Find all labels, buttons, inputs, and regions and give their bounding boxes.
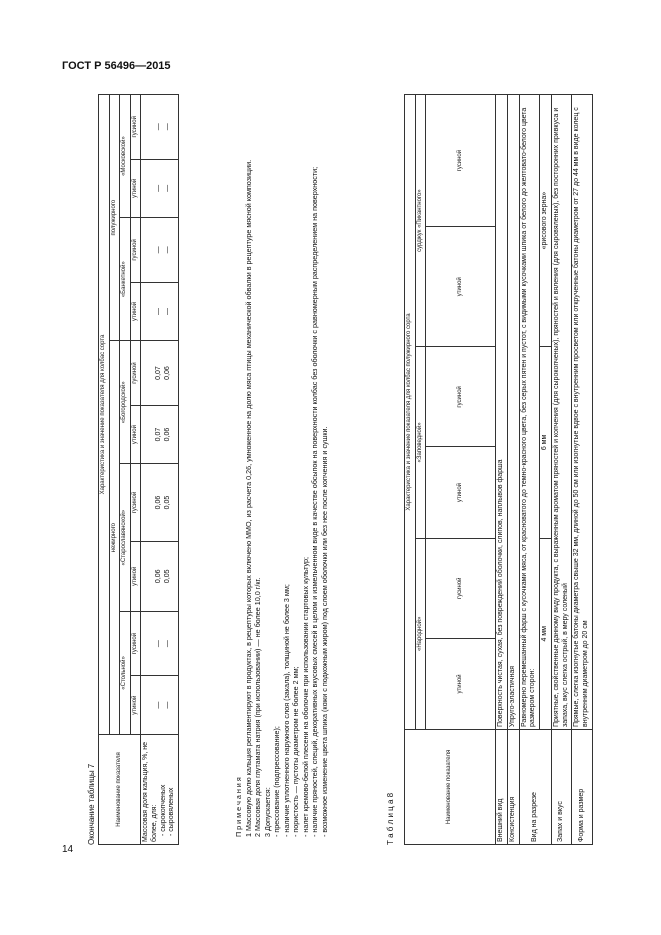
t8-variety: «Заповедной»: [415, 347, 426, 538]
note: - пористость — пустоты диаметром не более 2 мм;: [291, 666, 300, 837]
t7-variety: «Старославянской»: [120, 464, 131, 611]
t7-variety: «Стольной»: [120, 611, 131, 734]
t8-row-name: Форма и размер: [572, 730, 593, 845]
t7-bird: гусиной: [130, 95, 141, 160]
t8-header-char: Характеристика и значение показателя для колбас полужирного сорта: [405, 95, 416, 730]
t7-cell: 0,07 0,06: [141, 405, 179, 464]
page-number: 14: [62, 844, 74, 855]
table8: [404, 94, 593, 845]
t7-header-nezh: нежирного: [109, 341, 120, 735]
notes: [234, 100, 329, 845]
t8-row: [519, 95, 540, 845]
t7-row-sub: - сырокопченых: [159, 784, 167, 836]
t7-cell: — —: [141, 611, 179, 675]
t7-variety: «Московской»: [120, 95, 131, 218]
t8-variety: сурджук «Пикантного»: [415, 95, 426, 347]
note: - возможное изменение цвета шпика (кожи с подкожным жиром) под слоем оболочки или без нее после копчения и сушки.: [319, 426, 329, 837]
t8-size: 4 мм: [540, 538, 552, 729]
t7-data-row: [141, 95, 179, 845]
t7-bird: утиной: [130, 282, 141, 341]
t7-cell: — —: [141, 282, 179, 341]
note: - прессование (подпрессование);: [272, 726, 281, 837]
t7-cell: 0,06 0,05: [141, 541, 179, 611]
t7-cell: — —: [141, 159, 179, 218]
t7-variety: «Банкетной»: [120, 218, 131, 341]
t8-bird: утиной: [426, 638, 496, 729]
t7-bird: гусиной: [130, 218, 141, 282]
t8-row-value: Равномерно перемешанный фарш с кусочками мяса, от красноватого до темно-красного цвета, без серых пятен и пустот, с видимыми кусочками шпика от белого до желтовато-белого цвета размером сторон:: [519, 95, 540, 730]
note: 2 Массовая доля глутамата натрия (при использовании) — не более 10,0 г/кг.: [253, 577, 262, 837]
t7-cell: — —: [141, 95, 179, 160]
t7-cell: 0,07 0,06: [141, 341, 179, 405]
t7-bird: утиной: [130, 676, 141, 735]
rotated-page-content: [87, 94, 620, 845]
t7-bird: утиной: [130, 541, 141, 611]
t7-bird: гусиной: [130, 611, 141, 675]
t8-bird: утиной: [426, 227, 496, 347]
t8-row-name: Вид на разрезе: [519, 730, 551, 845]
t8-row-value: Поверхность чистая, сухая, без повреждений оболочки, слипов, наплывов фарша: [496, 95, 508, 730]
document-title: ГОСТ Р 56496—2015: [62, 60, 171, 72]
t7-header-poluzh: полужирного: [109, 95, 120, 341]
notes-title: П р и м е ч а н и я: [234, 777, 243, 837]
t8-size: «рисового зерна»: [540, 95, 552, 347]
note: - наличие пряностей, специй, декоративных вкусовых смесей в целом и измельченном виде в качестве обсыпок на поверхности колбас без оболочки с равномерным распределением на поверхности;: [310, 166, 319, 837]
t8-row-value: Упруго-эластичная: [507, 95, 519, 730]
note: 1 Массовую долю кальция регламентируют в продуктах, в рецептуры которых включено ММО, из расчета 0,26, умноженное на долю мяса птицы механической обвалки в рецептуре мясной композиции.: [243, 159, 253, 837]
t8-row-name: Запах и вкус: [551, 730, 572, 845]
t7-bird: утиной: [130, 159, 141, 218]
t7-cell: — —: [141, 676, 179, 735]
t8-header-name: Наименование показателя: [405, 730, 496, 845]
t8-row-name: Консистенция: [507, 730, 519, 845]
t7-bird: гусиной: [130, 341, 141, 405]
table8-caption: Т а б л и ц а 8: [386, 792, 395, 845]
t7-cell: 0,06 0,05: [141, 464, 179, 541]
t7-variety: «Богородской»: [120, 341, 131, 464]
t7-row-title: Массовая доля кальция, %, не более, для:: [142, 742, 158, 842]
t7-bird: гусиной: [130, 464, 141, 541]
note: - налет кремово-белой плесени на оболочке при использовании стартовых культур;: [300, 557, 310, 837]
t8-row-name: Внешний вид: [496, 730, 508, 845]
t7-bird: утиной: [130, 405, 141, 464]
table7-caption: Окончание таблицы 7: [87, 763, 96, 845]
note: - наличие уплотненного наружного слоя (закала), толщиной не более 3 мм;: [281, 584, 291, 837]
t8-bird: гусиной: [426, 538, 496, 638]
t8-row: [496, 95, 508, 845]
t8-bird: утиной: [426, 447, 496, 538]
t8-variety: «Народной»: [415, 538, 426, 729]
t7-header-name: Наименование показателя: [99, 735, 141, 845]
t8-size: 6 мм: [540, 347, 552, 538]
t8-bird: гусиной: [426, 95, 496, 227]
table7: [98, 94, 179, 845]
t7-cell: — —: [141, 218, 179, 282]
t8-row-value: Прямые, слегка изогнутые батоны диаметра свыше 32 мм, длиной до 50 см или изогнутые вдвое с внутренним просветом или открученные батоны диаметром от 27 до 44 мм в виде колец с внутренним диаметром до 20 см: [572, 95, 593, 730]
t7-header-char: Характеристика и значение показателя для колбас сорта: [99, 95, 110, 735]
t7-row-sub: - сыровяленых: [168, 787, 176, 836]
t7-row-name: [141, 735, 179, 845]
t8-row: [551, 95, 572, 845]
t8-row: [572, 95, 593, 845]
note: 3 Допускается:: [262, 787, 272, 837]
t8-bird: гусиной: [426, 347, 496, 447]
t8-row: [507, 95, 519, 845]
t8-row-value: Приятные, свойственные данному виду продукта, с выраженным ароматом пряностей и копчения (для сырокопченых), пряностей и вяления (для сыровяленых), без посторонних привкуса и запаха, вкус слегка острый, в меру соленый: [551, 95, 572, 730]
